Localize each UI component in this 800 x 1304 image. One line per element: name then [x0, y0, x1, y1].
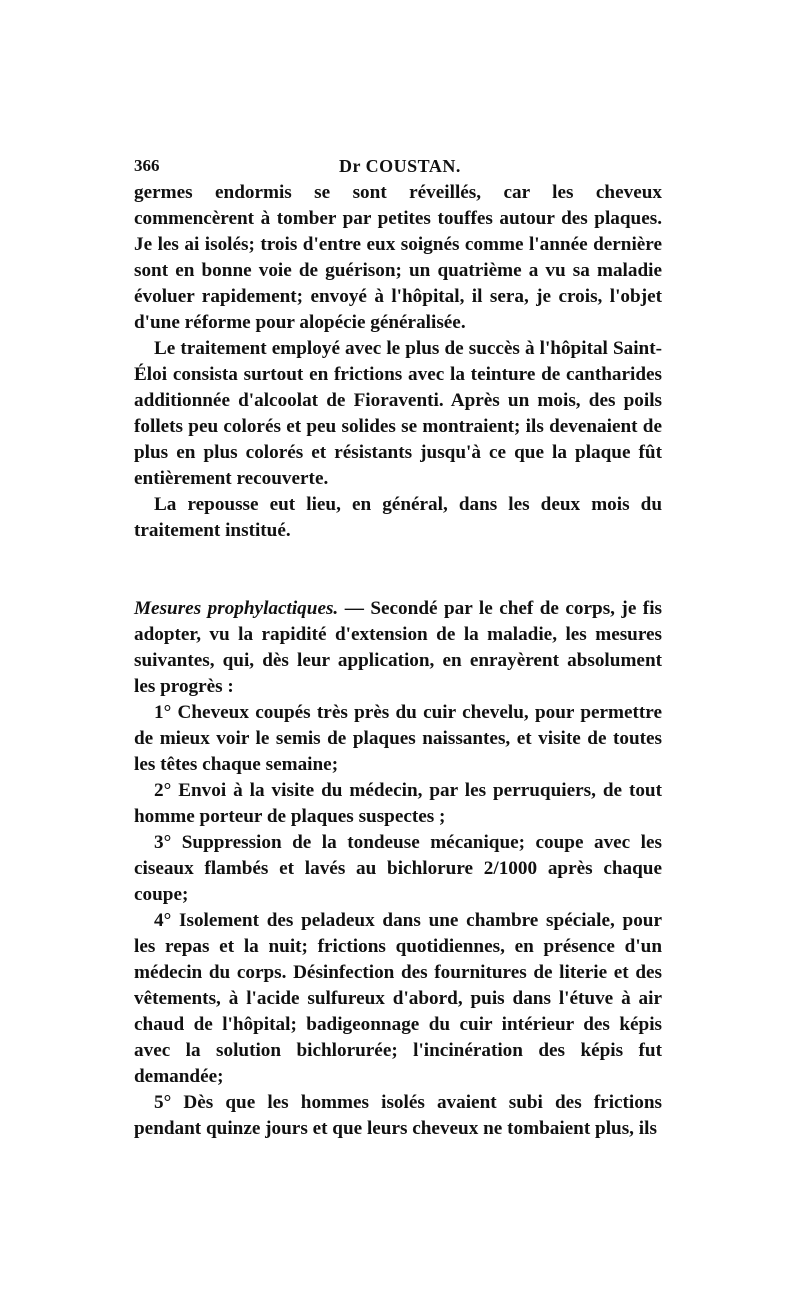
section-spacer: [134, 544, 662, 596]
running-head: [134, 150, 662, 180]
section-heading: Mesures prophylactiques.: [134, 598, 339, 619]
measure-item-4: 4° Isolement des peladeux dans une chambre spéciale, pour les repas et la nuit; frictions quotidiennes, en présence d'un médecin du corps. Désinfection des fournitures de literie et des vêtements, à l'acide sulfureux d'abord, puis dans l'étuve à air chaud de l'hôpital; badigeonnage du cuir intérieur des képis avec la solution bichlorurée; l'incinération des képis fut demandée;: [134, 910, 662, 1087]
paragraph-continuation: germes endormis se sont réveillés, car les cheveux commencèrent à tomber par petites touffes autour des plaques. Je les ai isolés; trois d'entre eux soignés comme l'année dernière sont en bonne voie de guérison; un quatrième a vu sa maladie évoluer rapidement; envoyé à l'hôpital, il sera, je crois, l'objet d'une réforme pour alopécie généralisée.: [134, 182, 662, 333]
section-intro: — Secondé par le chef de corps, je fis adopter, vu la rapidité d'extension de la maladie, les mesures suivantes, qui, dès leur application, en enrayèrent absolument les progrès :: [134, 598, 662, 697]
book-page: [134, 150, 662, 1142]
measure-item-3: 3° Suppression de la tondeuse mécanique; coupe avec les ciseaux flambés et lavés au bichlorure 2/1000 après chaque coupe;: [134, 832, 662, 905]
page-number: 366: [134, 156, 160, 175]
section-paragraph: [134, 596, 662, 700]
body-text: [134, 180, 662, 1142]
measure-item-1: 1° Cheveux coupés très près du cuir chevelu, pour permettre de mieux voir le semis de plaques naissantes, et visite de toutes les têtes chaque semaine;: [134, 702, 662, 775]
measure-item-5: 5° Dès que les hommes isolés avaient subi des frictions pendant quinze jours et que leurs cheveux ne tombaient plus, ils: [134, 1092, 662, 1139]
running-title: Dr COUSTAN.: [339, 156, 461, 176]
paragraph-treatment: Le traitement employé avec le plus de succès à l'hôpital Saint-Éloi consista surtout en frictions avec la teinture de cantharides additionnée d'alcoolat de Fioraventi. Après un mois, des poils follets peu colorés et peu solides se montraient; ils devenaient de plus en plus colorés et résistants jusqu'à ce que la plaque fût entièrement recouverte.: [134, 338, 662, 489]
paragraph-regrowth: La repousse eut lieu, en général, dans les deux mois du traitement institué.: [134, 494, 662, 541]
measure-item-2: 2° Envoi à la visite du médecin, par les perruquiers, de tout homme porteur de plaques suspectes ;: [134, 780, 662, 827]
